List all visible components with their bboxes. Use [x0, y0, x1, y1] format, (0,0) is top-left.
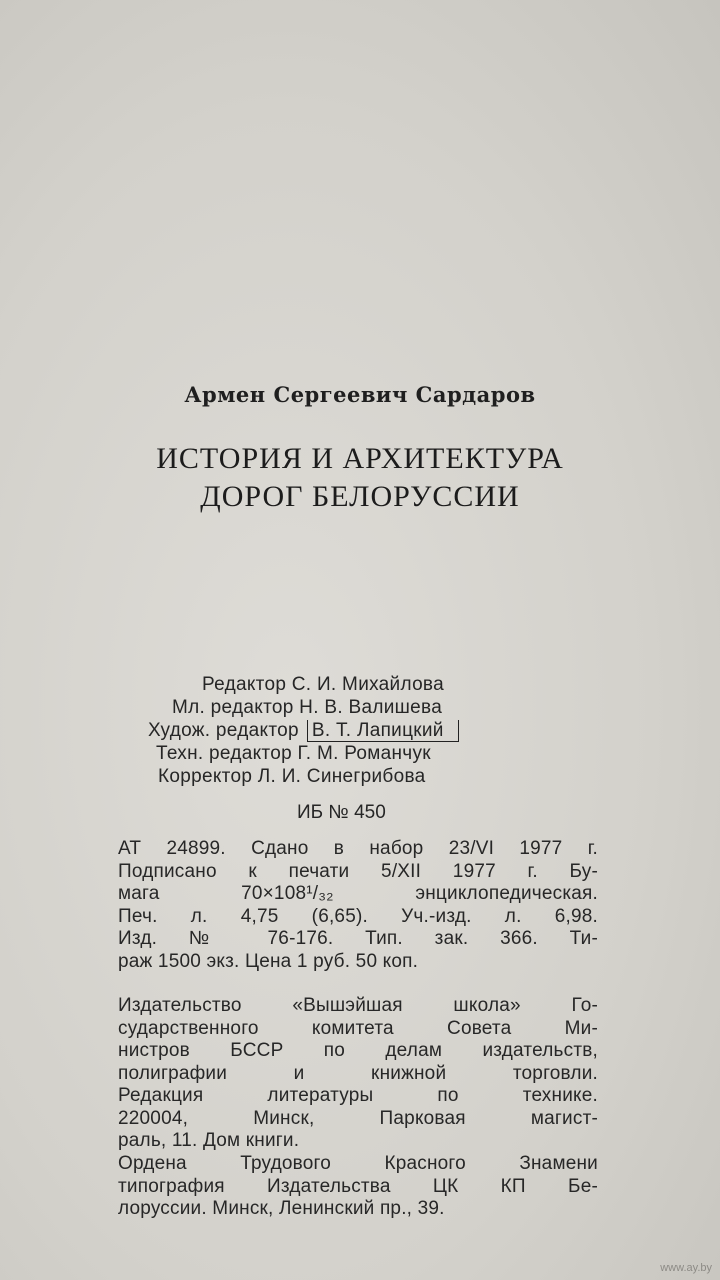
publisher-line: раль, 11. Дом книги.	[118, 1130, 300, 1151]
art-editor-name: В. Т. Лапицкий	[307, 720, 459, 742]
printing-line: Изд. № 76-176. Тип. зак. 366. Ти-	[118, 928, 598, 949]
staff-proofreader: Корректор Л. И. Синегрибова	[158, 766, 426, 787]
printer-line: лоруссии. Минск, Ленинский пр., 39.	[118, 1198, 445, 1219]
printing-line: мага 70×108¹/₃₂ энциклопедическая.	[118, 883, 598, 904]
publisher-line: Издательство «Вышэйшая школа» Го-	[118, 995, 598, 1016]
book-title	[0, 440, 720, 516]
staff-junior-editor: Мл. редактор Н. В. Валишева	[172, 697, 443, 718]
author-name: Армен Сергеевич Сардаров	[184, 382, 536, 407]
printer-line: Ордена Трудового Красного Знамени	[118, 1153, 598, 1174]
printing-line: Подписано к печати 5/XII 1977 г. Бу-	[118, 860, 598, 882]
staff-art-editor	[148, 719, 459, 742]
printing-line: раж 1500 экз. Цена 1 руб. 50 коп.	[118, 950, 419, 972]
publisher-line: полиграфии и книжной торговли.	[118, 1062, 598, 1084]
printer-line: типография Издательства ЦК КП Бе-	[118, 1175, 598, 1197]
printing-line: Печ. л. 4,75 (6,65). Уч.-изд. л. 6,98.	[118, 905, 598, 927]
publisher-info	[118, 995, 598, 1153]
editorial-staff	[148, 673, 459, 788]
title-line: ИСТОРИЯ И АРХИТЕКТУРА	[156, 442, 564, 475]
publisher-line: 220004, Минск, Парковая магист-	[118, 1107, 598, 1129]
publisher-line: нистров БССР по делам издательств,	[118, 1040, 598, 1061]
publisher-line: сударственного комитета Совета Ми-	[118, 1017, 598, 1039]
ib-number: ИБ № 450	[297, 802, 386, 823]
watermark: www.ay.by	[660, 1262, 712, 1274]
art-editor-role: Худож. редактор	[148, 720, 299, 741]
title-line: ДОРОГ БЕЛОРУССИИ	[200, 480, 520, 513]
printing-line: АТ 24899. Сдано в набор 23/VI 1977 г.	[118, 838, 598, 859]
staff-tech-editor: Техн. редактор Г. М. Романчук	[156, 743, 431, 764]
publisher-line: Редакция литературы по технике.	[118, 1085, 598, 1106]
staff-editor: Редактор С. И. Михайлова	[202, 674, 444, 695]
printer-info	[118, 1153, 598, 1221]
printing-info	[118, 838, 598, 973]
